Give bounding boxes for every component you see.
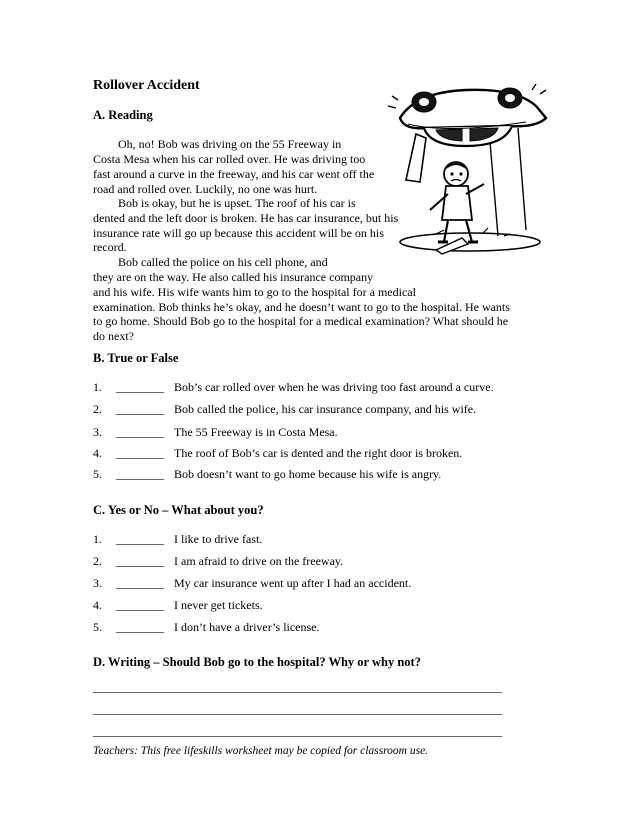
item-text: I am afraid to drive on the freeway. — [174, 554, 344, 568]
writing-line[interactable]: _________________________________________________________________________ — [93, 680, 502, 694]
item-text: I never get tickets. — [174, 598, 263, 612]
answer-blank[interactable]: ________ — [116, 467, 164, 481]
yes-no-item — [93, 554, 343, 569]
reading-line: they are on the way. He also called his insurance company — [93, 270, 374, 284]
true-false-item — [93, 380, 494, 395]
item-text: Bob called the police, his car insurance company, and his wife. — [174, 402, 477, 416]
worksheet-title: Rollover Accident — [93, 78, 200, 93]
reading-heading: A. Reading — [93, 108, 153, 122]
true-false-item — [93, 467, 441, 482]
item-number: 1. — [93, 532, 102, 546]
reading-line: Bob is okay, but he is upset. The roof of his car is — [118, 196, 356, 210]
yes-no-item — [93, 532, 262, 547]
writing-heading: D. Writing – Should Bob go to the hospital? Why or why not? — [93, 655, 421, 669]
item-number: 4. — [93, 446, 102, 460]
reading-line: fast around a curve in the freeway, and his car went off the — [93, 167, 375, 181]
item-number: 3. — [93, 425, 102, 439]
reading-line: examination. Bob thinks he’s okay, and he doesn’t want to go to the hospital. He wants — [93, 300, 510, 314]
item-text: The roof of Bob’s car is dented and the right door is broken. — [174, 446, 463, 460]
reading-line: Oh, no! Bob was driving on the 55 Freeway in — [118, 137, 342, 151]
skid-mark-icon — [432, 236, 472, 256]
answer-blank[interactable]: ________ — [116, 446, 164, 460]
yes-no-heading: C. Yes or No – What about you? — [93, 503, 264, 517]
teacher-note: Teachers: This free lifeskills worksheet may be copied for classroom use. — [93, 745, 429, 757]
reading-line: insurance rate will go up because this accident will be on his — [93, 226, 384, 240]
rollover-car-illustration — [386, 84, 554, 254]
reading-line: road and rolled over. Luckily, no one was hurt. — [93, 182, 318, 196]
reading-line: record. — [93, 240, 127, 254]
yes-no-item — [93, 598, 263, 613]
item-number: 1. — [93, 380, 102, 394]
item-text: I don’t have a driver’s license. — [174, 620, 320, 634]
item-number: 3. — [93, 576, 102, 590]
item-text: My car insurance went up after I had an accident. — [174, 576, 412, 590]
writing-line[interactable]: _________________________________________________________________________ — [93, 724, 502, 738]
reading-line: do next? — [93, 329, 134, 343]
item-text: The 55 Freeway is in Costa Mesa. — [174, 425, 338, 439]
yes-no-item — [93, 620, 320, 635]
reading-line: to go home. Should Bob go to the hospital for a medical examination? What should he — [93, 314, 509, 328]
item-number: 5. — [93, 467, 102, 481]
reading-line: dented and the left door is broken. He has car insurance, but his — [93, 211, 399, 225]
answer-blank[interactable]: ________ — [116, 532, 164, 546]
true-false-item — [93, 446, 462, 461]
answer-blank[interactable]: ________ — [116, 380, 164, 394]
writing-line[interactable]: _________________________________________________________________________ — [93, 702, 502, 716]
yes-no-item — [93, 576, 411, 591]
true-false-item — [93, 425, 338, 440]
reading-line: and his wife. His wife wants him to go to the hospital for a medical — [93, 285, 416, 299]
item-number: 2. — [93, 554, 102, 568]
true-false-item — [93, 402, 476, 417]
item-number: 4. — [93, 598, 102, 612]
true-false-heading: B. True or False — [93, 351, 179, 365]
answer-blank[interactable]: ________ — [116, 554, 164, 568]
reading-line: Costa Mesa when his car rolled over. He was driving too — [93, 152, 366, 166]
answer-blank[interactable]: ________ — [116, 598, 164, 612]
item-text: Bob’s car rolled over when he was driving too fast around a curve. — [174, 380, 494, 394]
answer-blank[interactable]: ________ — [116, 620, 164, 634]
item-text: I like to drive fast. — [174, 532, 263, 546]
answer-blank[interactable]: ________ — [116, 402, 164, 416]
item-number: 5. — [93, 620, 102, 634]
answer-blank[interactable]: ________ — [116, 425, 164, 439]
answer-blank[interactable]: ________ — [116, 576, 164, 590]
item-text: Bob doesn’t want to go home because his wife is angry. — [174, 467, 442, 481]
item-number: 2. — [93, 402, 102, 416]
reading-line: Bob called the police on his cell phone, and — [118, 255, 328, 269]
